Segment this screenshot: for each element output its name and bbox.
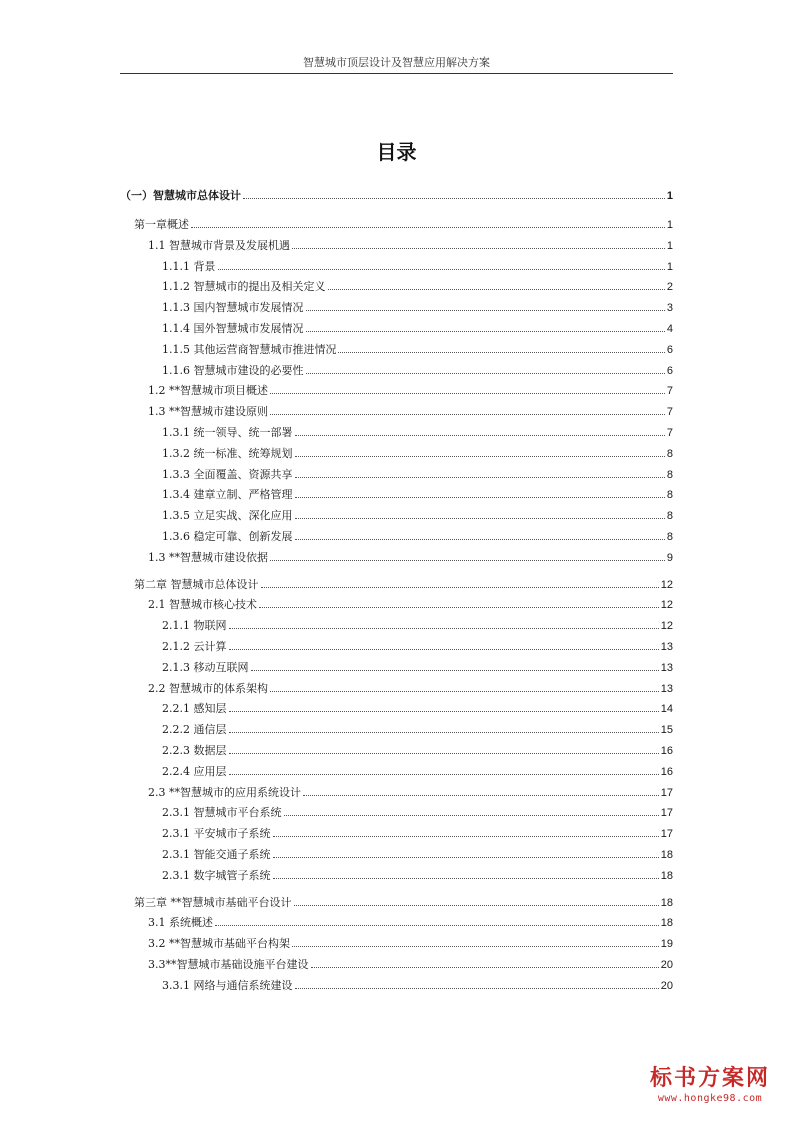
toc-entry-label: 1.3.6 稳定可靠、创新发展 <box>162 530 293 543</box>
toc-entry[interactable] <box>148 680 673 696</box>
toc-entry[interactable] <box>162 977 673 993</box>
toc-entry-page: 12 <box>660 599 673 612</box>
toc-entry[interactable] <box>162 659 673 675</box>
toc-entry-page: 8 <box>666 531 673 543</box>
toc-dot-leader <box>229 721 659 733</box>
toc-entry[interactable] <box>148 382 673 398</box>
toc-entry[interactable] <box>148 935 673 951</box>
toc-entry-page: 13 <box>660 661 673 674</box>
toc-entry[interactable] <box>134 216 673 232</box>
toc-entry-label: 第一章概述 <box>134 218 189 231</box>
toc-dot-leader <box>215 914 659 926</box>
toc-entry-label: 第二章 智慧城市总体设计 <box>134 577 259 591</box>
watermark-title: 标书方案网 <box>649 1066 770 1091</box>
toc-entry-page: 1 <box>666 260 673 273</box>
toc-entry-label: 2.3.1 智慧城市平台系统 <box>162 806 282 820</box>
toc-entry[interactable] <box>162 424 673 440</box>
toc-entry[interactable] <box>134 894 673 910</box>
toc-entry[interactable] <box>162 278 673 294</box>
toc-entry-page: 18 <box>660 849 673 861</box>
toc-dot-leader <box>229 617 659 629</box>
toc-dot-leader <box>292 935 659 947</box>
toc-entry-label: 1.3.3 全面覆盖、资源共享 <box>162 467 293 481</box>
toc-entry[interactable] <box>162 486 673 502</box>
toc-entry-page: 1 <box>666 190 673 202</box>
toc-dot-leader <box>191 216 665 228</box>
toc-entry[interactable] <box>162 445 673 461</box>
toc-dot-leader <box>273 846 659 858</box>
toc-entry-page: 18 <box>660 869 673 882</box>
toc-entry-page: 1 <box>666 239 673 252</box>
toc-entry-label: 2.2.3 数据层 <box>162 744 227 757</box>
toc-dot-leader <box>229 763 659 775</box>
toc-dot-leader <box>229 742 659 754</box>
toc-dot-leader <box>306 299 665 311</box>
toc-dot-leader <box>328 278 665 290</box>
toc-entry-label: 2.3.1 数字城管子系统 <box>162 868 271 882</box>
toc-entry[interactable] <box>120 187 673 203</box>
toc-entry-label: 1.3.2 统一标准、统筹规划 <box>162 446 293 460</box>
toc-entry-label: 1.3.1 统一领导、统一部署 <box>162 426 293 439</box>
toc-entry-page: 17 <box>660 786 673 799</box>
toc-entry[interactable] <box>162 507 673 523</box>
toc-dot-leader <box>284 804 659 816</box>
watermark-logo <box>640 1066 780 1106</box>
toc-entry-label: 2.2.2 通信层 <box>162 723 227 737</box>
toc-entry-page: 7 <box>666 406 673 419</box>
toc-entry-label: 1.1.2 智慧城市的提出及相关定义 <box>162 280 326 294</box>
toc-dot-leader <box>259 596 659 608</box>
toc-dot-leader <box>270 549 665 561</box>
toc-entry-label: 2.1.3 移动互联网 <box>162 660 249 674</box>
page-header: 智慧城市顶层设计及智慧应用解决方案 <box>303 56 490 69</box>
toc-dot-leader <box>243 187 665 199</box>
toc-entry-page: 2 <box>666 281 673 294</box>
toc-entry-page: 16 <box>660 765 673 778</box>
toc-entry-label: 1.1 智慧城市背景及发展机遇 <box>148 238 290 252</box>
toc-entry-page: 6 <box>666 364 673 377</box>
toc-entry-label: 3.2 **智慧城市基础平台构架 <box>148 937 290 951</box>
toc-entry-label: 1.1.6 智慧城市建设的必要性 <box>162 363 304 377</box>
toc-entry[interactable] <box>148 914 673 930</box>
toc-dot-leader <box>311 956 659 968</box>
toc-entry[interactable] <box>162 825 673 841</box>
toc-entry-label: 1.3.5 立足实战、深化应用 <box>162 509 293 523</box>
toc-dot-leader <box>270 403 665 415</box>
toc-entry[interactable] <box>162 362 673 378</box>
toc-entry-page: 17 <box>660 807 673 820</box>
toc-entry-page: 7 <box>666 427 673 439</box>
toc-dot-leader <box>273 825 659 837</box>
toc-entry-page: 4 <box>666 323 673 335</box>
toc-entry-label: 1.1.5 其他运营商智慧城市推进情况 <box>162 342 337 356</box>
toc-entry-label: 2.2 智慧城市的体系架构 <box>148 681 268 695</box>
toc-entry[interactable] <box>148 956 673 972</box>
toc-entry[interactable] <box>148 237 673 253</box>
toc-entry[interactable] <box>148 549 673 565</box>
toc-entry-page: 8 <box>666 510 673 523</box>
toc-entry[interactable] <box>162 846 673 862</box>
toc-dot-leader <box>229 700 659 712</box>
toc-entry-label: 1.1.3 国内智慧城市发展情况 <box>162 301 304 315</box>
toc-entry-page: 3 <box>666 302 673 315</box>
toc-entry[interactable] <box>162 742 673 758</box>
toc-entry-page: 8 <box>666 447 673 460</box>
toc-entry-page: 13 <box>660 641 673 653</box>
toc-entry-label: 2.1.2 云计算 <box>162 640 227 653</box>
toc-dot-leader <box>229 638 659 650</box>
toc-dot-leader <box>306 320 665 332</box>
toc-entry[interactable] <box>162 700 673 716</box>
toc-entry-label: 2.3.1 智能交通子系统 <box>162 848 271 861</box>
toc-entry-page: 18 <box>660 917 673 930</box>
toc-entry-page: 20 <box>660 959 673 971</box>
toc-dot-leader <box>295 466 665 478</box>
toc-entry[interactable] <box>148 403 673 419</box>
toc-entry-label: 1.2 **智慧城市项目概述 <box>148 384 268 398</box>
toc-entry-label: 3.3**智慧城市基础设施平台建设 <box>148 958 309 971</box>
toc-dot-leader <box>295 424 665 436</box>
toc-entry-label: （一）智慧城市总体设计 <box>120 189 241 202</box>
toc-dot-leader <box>295 528 665 540</box>
toc-entry[interactable] <box>162 341 673 357</box>
toc-entry-label: 2.1 智慧城市核心技术 <box>148 598 257 612</box>
toc-entry-page: 14 <box>660 703 673 716</box>
toc-entry-page: 18 <box>660 896 673 909</box>
toc-entry-page: 15 <box>660 724 673 737</box>
toc-entry-page: 8 <box>666 489 673 502</box>
page-title: 目录 <box>376 140 417 164</box>
toc-entry[interactable] <box>162 299 673 315</box>
toc-dot-leader <box>251 659 659 671</box>
toc-entry-label: 1.3 **智慧城市建设依据 <box>148 550 268 564</box>
toc-entry-label: 3.1 系统概述 <box>148 916 213 930</box>
toc-entry[interactable] <box>162 258 673 274</box>
toc-entry-page: 19 <box>660 938 673 951</box>
toc-entry-label: 2.2.4 应用层 <box>162 764 227 778</box>
toc-entry-label: 1.3 **智慧城市建设原则 <box>148 405 268 419</box>
toc-dot-leader <box>303 784 659 796</box>
toc-entry-label: 1.3.4 建章立制、严格管理 <box>162 488 293 502</box>
toc-dot-leader <box>306 362 665 374</box>
toc-entry[interactable] <box>162 320 673 336</box>
toc-dot-leader <box>338 341 664 353</box>
toc-dot-leader <box>218 258 665 270</box>
watermark-url: www.hongke98.com <box>657 1093 763 1104</box>
toc-dot-leader <box>295 977 659 989</box>
toc-entry-page: 20 <box>660 979 673 992</box>
toc-entry-page: 9 <box>666 551 673 564</box>
toc-entry-label: 2.1.1 物联网 <box>162 619 227 633</box>
toc-entry-label: 2.3 **智慧城市的应用系统设计 <box>148 785 301 799</box>
toc-entry-page: 7 <box>666 385 673 398</box>
toc-entry-page: 1 <box>666 219 673 231</box>
toc-entry-page: 6 <box>666 343 673 356</box>
toc-dot-leader <box>295 507 665 519</box>
toc-dot-leader <box>270 680 659 692</box>
toc-dot-leader <box>294 894 659 906</box>
toc-entry-label: 1.1.1 背景 <box>162 259 216 273</box>
toc-entry-page: 17 <box>660 828 673 841</box>
toc-entry[interactable] <box>148 596 673 612</box>
toc-entry-label: 3.3.1 网络与通信系统建设 <box>162 978 293 992</box>
toc-entry-label: 第三章 **智慧城市基础平台设计 <box>134 895 292 909</box>
toc-entry[interactable] <box>162 528 673 544</box>
toc-dot-leader <box>270 382 665 394</box>
toc-dot-leader <box>292 237 665 249</box>
toc-entry[interactable] <box>134 576 673 592</box>
toc-entry-page: 12 <box>660 620 673 633</box>
toc-dot-leader <box>295 445 665 457</box>
toc-entry[interactable] <box>162 763 673 779</box>
toc-entry[interactable] <box>148 784 673 800</box>
toc-entry-page: 12 <box>660 578 673 591</box>
toc-entry[interactable] <box>162 638 673 654</box>
toc-dot-leader <box>261 576 659 588</box>
toc-entry-page: 16 <box>660 745 673 757</box>
toc-entry[interactable] <box>162 867 673 883</box>
toc-entry[interactable] <box>162 466 673 482</box>
toc-entry-page: 13 <box>660 682 673 695</box>
toc-entry-label: 2.3.1 平安城市子系统 <box>162 827 271 841</box>
toc-entry-page: 8 <box>666 468 673 481</box>
toc-dot-leader <box>295 486 665 498</box>
toc-dot-leader <box>273 867 659 879</box>
toc-entry[interactable] <box>162 721 673 737</box>
toc-entry[interactable] <box>162 804 673 820</box>
toc-entry[interactable] <box>162 617 673 633</box>
toc-entry-label: 2.2.1 感知层 <box>162 702 227 716</box>
toc-entry-label: 1.1.4 国外智慧城市发展情况 <box>162 322 304 335</box>
